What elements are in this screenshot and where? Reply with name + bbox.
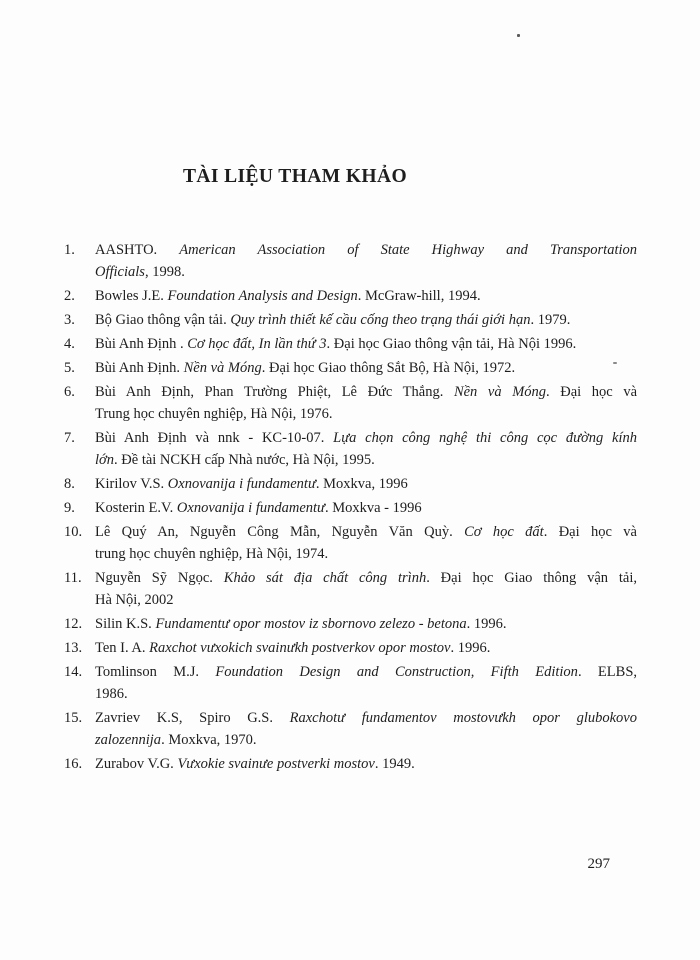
reference-number: 4. [64,336,75,352]
reference-item [64,333,637,355]
reference-line: 1986. [95,686,128,702]
reference-line: Bowles J.E. Foundation Analysis and Design. McGraw-hill, 1994. [95,288,481,304]
reference-item [64,753,637,775]
reference-item [64,427,637,471]
reference-number: 13. [64,640,83,656]
reference-number: 1. [64,242,75,258]
reference-item [64,707,637,751]
reference-line: Kosterin E.V. Oxnovanija i fundamentư. Moxkva - 1996 [95,500,422,516]
reference-text [95,473,637,495]
page-number: 297 [587,856,610,872]
reference-text [95,357,637,379]
reference-number: 3. [64,312,75,328]
reference-line: Bùi Anh Định . Cơ học đất, In lần thứ 3. Đại học Giao thông vận tải, Hà Nội 1996. [95,336,577,352]
reference-line: Nguyễn Sỹ Ngọc. Khảo sát địa chất công trình. Đại học Giao thông vận tải, [95,570,637,586]
reference-item [64,357,637,379]
reference-text [95,637,637,659]
reference-item [64,473,637,495]
reference-text [95,381,637,425]
reference-line: Bùi Anh Định, Phan Trường Phiệt, Lê Đức Thắng. Nền và Móng. Đại học và [95,384,638,400]
reference-item [64,521,637,565]
reference-number: 5. [64,360,75,376]
reference-line: Lê Quý An, Nguyễn Công Mẫn, Nguyễn Văn Quỳ. Cơ học đất. Đại học và [95,524,637,540]
reference-number: 2. [64,288,75,304]
reference-line: trung học chuyên nghiệp, Hà Nội, 1974. [95,546,329,562]
reference-line: Silin K.S. Fundamentư opor mostov iz sbornovo zelezo - betona. 1996. [95,616,507,632]
reference-line: zalozennija. Moxkva, 1970. [95,732,257,748]
reference-line: Zurabov V.G. Vưxokie svainưe postverki mostov. 1949. [95,756,415,772]
reference-text [95,309,637,331]
reference-item [64,497,637,519]
reference-text [95,427,637,471]
reference-item [64,285,637,307]
reference-number: 14. [64,664,83,680]
reference-text [95,567,637,611]
reference-item [64,613,637,635]
reference-item [64,637,637,659]
reference-text [95,613,637,635]
reference-line: Bùi Anh Định. Nền và Móng. Đại học Giao thông Sắt Bộ, Hà Nội, 1972. [95,360,516,376]
reference-item [64,381,637,425]
reference-text [95,521,637,565]
reference-list [64,239,637,777]
reference-text [95,753,637,775]
reference-number: 15. [64,710,83,726]
reference-number: 9. [64,500,75,516]
scan-speck [517,34,520,37]
reference-line: Tomlinson M.J. Foundation Design and Construction, Fifth Edition. ELBS, [95,664,638,680]
reference-number: 7. [64,430,75,446]
reference-line: lớn. Đề tài NCKH cấp Nhà nước, Hà Nội, 1995. [95,452,375,468]
reference-number: 10. [64,524,83,540]
page-title: TÀI LIỆU THAM KHẢO [182,166,408,187]
reference-number: 11. [64,570,82,586]
reference-line: AASHTO. American Association of State Highway and Transportation [95,242,637,258]
reference-number: 6. [64,384,75,400]
reference-item [64,661,637,705]
reference-line: Ten I. A. Raxchot vưxokich svainưkh postverkov opor mostov. 1996. [95,640,491,656]
reference-line: Trung học chuyên nghiệp, Hà Nội, 1976. [95,406,333,422]
reference-number: 16. [64,756,83,772]
reference-item [64,309,637,331]
reference-text [95,707,637,751]
reference-number: 12. [64,616,83,632]
reference-line: Bộ Giao thông vận tải. Quy trình thiết kế cầu cống theo trạng thái giới hạn. 1979. [95,312,571,328]
reference-item [64,239,637,283]
reference-text [95,497,637,519]
reference-text [95,285,637,307]
reference-text [95,661,637,705]
reference-item [64,567,637,611]
reference-line: Hà Nội, 2002 [95,592,174,608]
reference-text [95,239,637,283]
reference-line: Bùi Anh Định và nnk - KC-10-07. Lựa chọn công nghệ thi công cọc đường kính [95,430,638,446]
reference-line: Kirilov V.S. Oxnovanija i fundamentư. Moxkva, 1996 [95,476,408,492]
reference-text [95,333,637,355]
reference-line: Zavriev K.S, Spiro G.S. Raxchotư fundamentov mostovưkh opor glubokovo [95,710,637,726]
reference-number: 8. [64,476,75,492]
reference-line: Officials, 1998. [95,264,185,280]
